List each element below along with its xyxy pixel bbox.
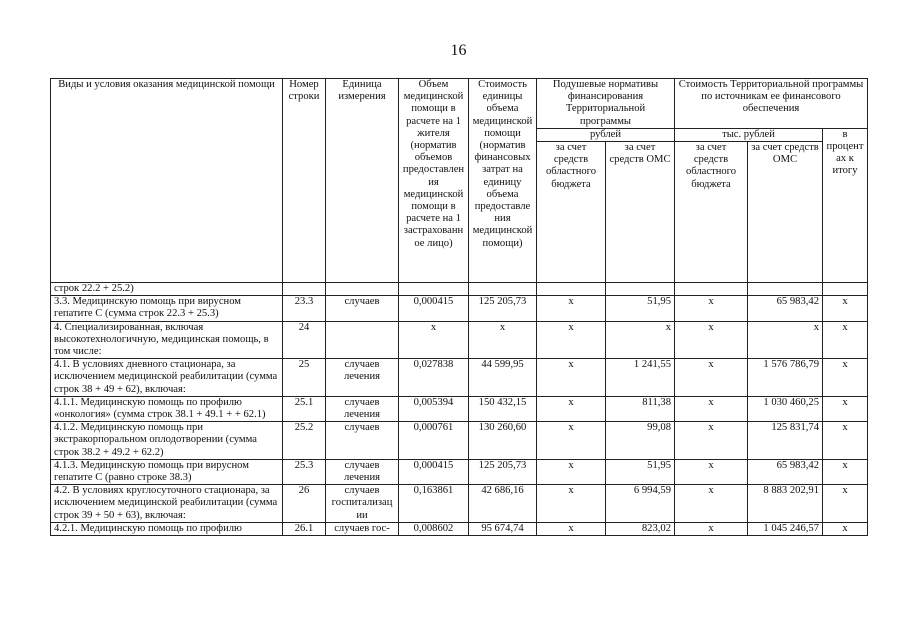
row-pc-oms: 6 994,59 xyxy=(606,485,675,523)
row-pc-budget: х xyxy=(537,296,606,321)
table-row xyxy=(51,296,868,321)
header-thousand-rubles: тыс. рублей xyxy=(675,128,823,141)
row-name: 4. Специализированная, включая высокотехнологичную, медицинская помощь, в том числе: xyxy=(51,321,283,359)
header-total-oms: за счет средств ОМС xyxy=(748,142,823,283)
row-pc-budget: х xyxy=(537,359,606,397)
header-volume: Объем медицинской помощи в расчете на 1 жителя (норматив объемов предоставления медицинской помощи в расчете на 1 застрахованное лицо) xyxy=(399,79,469,283)
row-unit: случаев xyxy=(326,296,399,321)
row-volume: х xyxy=(399,321,469,359)
row-percent: х xyxy=(823,522,868,535)
row-unit-cost: 125 205,73 xyxy=(469,296,537,321)
row-name: 4.1.3. Медицинскую помощь при вирусном гепатите С (равно строке 38.3) xyxy=(51,459,283,484)
row-unit xyxy=(326,283,399,296)
header-per-capita-norms: Подушевые нормативы финансирования Территориальной программы xyxy=(537,79,675,129)
row-number: 25.2 xyxy=(283,422,326,460)
row-volume xyxy=(399,283,469,296)
row-unit-cost: 150 432,15 xyxy=(469,396,537,421)
row-pc-budget: х xyxy=(537,321,606,359)
row-pc-oms: 1 241,55 xyxy=(606,359,675,397)
row-total-budget: х xyxy=(675,359,748,397)
header-unit-cost: Стоимость единицы объема медицинской помощи (норматив финансовых затрат на единицу объема предоставления медицинской помощи) xyxy=(469,79,537,283)
row-total-budget: х xyxy=(675,522,748,535)
row-unit-cost: 44 599,95 xyxy=(469,359,537,397)
row-volume: 0,000761 xyxy=(399,422,469,460)
row-volume: 0,163861 xyxy=(399,485,469,523)
row-unit-cost xyxy=(469,283,537,296)
row-total-oms: 8 883 202,91 xyxy=(748,485,823,523)
row-total-oms: 65 983,42 xyxy=(748,459,823,484)
row-percent xyxy=(823,283,868,296)
page-number: 16 xyxy=(450,42,467,59)
row-unit: случаев лечения xyxy=(326,396,399,421)
row-percent: х xyxy=(823,359,868,397)
row-name: 4.1. В условиях дневного стационара, за исключением медицинской реабилитации (сумма строк 38 + 49 + 62), включая: xyxy=(51,359,283,397)
row-number: 23.3 xyxy=(283,296,326,321)
row-volume: 0,005394 xyxy=(399,396,469,421)
table-row xyxy=(51,459,868,484)
row-total-oms: 65 983,42 xyxy=(748,296,823,321)
row-percent: х xyxy=(823,396,868,421)
row-volume: 0,027838 xyxy=(399,359,469,397)
row-number: 25.3 xyxy=(283,459,326,484)
row-unit: случаев xyxy=(326,422,399,460)
row-pc-budget xyxy=(537,283,606,296)
row-unit: случаев лечения xyxy=(326,459,399,484)
row-unit: случаев госпитализации xyxy=(326,485,399,523)
header-total-budget: за счет средств областного бюджета xyxy=(675,142,748,283)
row-name: 4.1.1. Медицинскую помощь по профилю «онкология» (сумма строк 38.1 + 49.1 + + 62.1) xyxy=(51,396,283,421)
row-percent: х xyxy=(823,485,868,523)
header-row-number: Номер строки xyxy=(283,79,326,283)
row-pc-budget: х xyxy=(537,522,606,535)
row-pc-budget: х xyxy=(537,396,606,421)
row-name: 4.1.2. Медицинскую помощь при экстракорпоральном оплодотворении (сумма строк 38.2 + 49.2 + 62.2) xyxy=(51,422,283,460)
row-pc-oms: 823,02 xyxy=(606,522,675,535)
row-unit: случаев гос- xyxy=(326,522,399,535)
table-row xyxy=(51,359,868,397)
row-number xyxy=(283,283,326,296)
row-unit-cost: 95 674,74 xyxy=(469,522,537,535)
row-total-budget: х xyxy=(675,321,748,359)
row-volume: 0,000415 xyxy=(399,296,469,321)
row-total-budget: х xyxy=(675,396,748,421)
header-program-cost: Стоимость Территориальной программы по источникам ее финансового обеспечения xyxy=(675,79,868,129)
row-pc-oms xyxy=(606,283,675,296)
row-pc-oms: х xyxy=(606,321,675,359)
header-percent: в процентах к итогу xyxy=(823,128,868,282)
row-pc-oms: 99,08 xyxy=(606,422,675,460)
row-pc-oms: 51,95 xyxy=(606,459,675,484)
row-volume: 0,000415 xyxy=(399,459,469,484)
row-pc-budget: х xyxy=(537,485,606,523)
header-unit: Единица измерения xyxy=(326,79,399,283)
row-total-budget: х xyxy=(675,485,748,523)
row-name: 4.2.1. Медицинскую помощь по профилю xyxy=(51,522,283,535)
row-total-oms: 1 045 246,57 xyxy=(748,522,823,535)
row-volume: 0,008602 xyxy=(399,522,469,535)
header-row-1 xyxy=(51,79,868,129)
row-unit-cost: 130 260,60 xyxy=(469,422,537,460)
table-row xyxy=(51,522,868,535)
row-pc-budget: х xyxy=(537,459,606,484)
header-rubles: рублей xyxy=(537,128,675,141)
table-row xyxy=(51,422,868,460)
row-pc-oms: 51,95 xyxy=(606,296,675,321)
row-percent: х xyxy=(823,459,868,484)
row-percent: х xyxy=(823,296,868,321)
row-total-oms: 1 030 460,25 xyxy=(748,396,823,421)
row-total-budget: х xyxy=(675,296,748,321)
row-unit-cost: х xyxy=(469,321,537,359)
row-name: строк 22.2 + 25.2) xyxy=(51,283,283,296)
row-total-oms: 1 576 786,79 xyxy=(748,359,823,397)
row-total-budget: х xyxy=(675,422,748,460)
row-percent: х xyxy=(823,321,868,359)
row-number: 26 xyxy=(283,485,326,523)
row-unit-cost: 125 205,73 xyxy=(469,459,537,484)
row-total-oms xyxy=(748,283,823,296)
row-pc-oms: 811,38 xyxy=(606,396,675,421)
header-kind: Виды и условия оказания медицинской помощи xyxy=(51,79,283,283)
row-unit-cost: 42 686,16 xyxy=(469,485,537,523)
header-pc-budget: за счет средств областного бюджета xyxy=(537,142,606,283)
row-unit: случаев лечения xyxy=(326,359,399,397)
table-row xyxy=(51,485,868,523)
row-percent: х xyxy=(823,422,868,460)
table-row xyxy=(51,321,868,359)
row-total-oms: х xyxy=(748,321,823,359)
row-number: 24 xyxy=(283,321,326,359)
row-name: 4.2. В условиях круглосуточного стационара, за исключением медицинской реабилитации (сумма строк 39 + 50 + 63), включая: xyxy=(51,485,283,523)
data-table xyxy=(50,78,868,536)
row-total-budget: х xyxy=(675,459,748,484)
table-row xyxy=(51,396,868,421)
row-total-budget xyxy=(675,283,748,296)
row-name: 3.3. Медицинскую помощь при вирусном гепатите С (сумма строк 22.3 + 25.3) xyxy=(51,296,283,321)
row-number: 25 xyxy=(283,359,326,397)
row-number: 25.1 xyxy=(283,396,326,421)
row-number: 26.1 xyxy=(283,522,326,535)
row-pc-budget: х xyxy=(537,422,606,460)
table-row xyxy=(51,283,868,296)
row-total-oms: 125 831,74 xyxy=(748,422,823,460)
header-pc-oms: за счет средств ОМС xyxy=(606,142,675,283)
row-unit xyxy=(326,321,399,359)
